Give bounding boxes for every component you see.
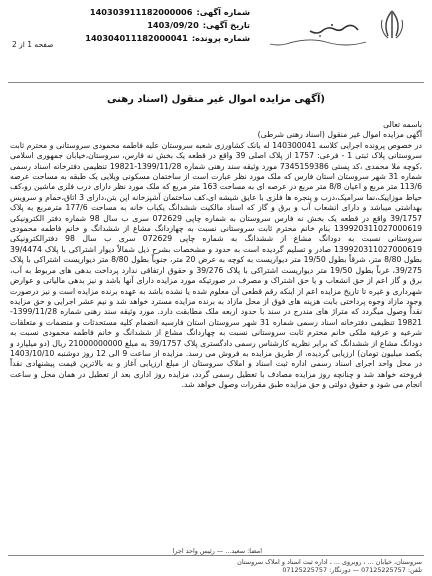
notice-title: (آگهی مزایده اموال غیر منقول (اسناد رهنی — [107, 94, 325, 105]
notice-date-row — [10, 19, 250, 32]
meta-label: شماره پرونده: — [191, 33, 250, 43]
notice-date: 1403/09/20 — [147, 20, 199, 30]
footer-phone: تلفن: 07125225757 — دورنگار: 07125225757 — [282, 566, 422, 574]
notice-body — [10, 120, 422, 391]
signature: امضا: سعید... — رئیس واحد اجرا — [172, 547, 262, 555]
notice-paragraph: در خصوص پرونده اجرایی کلاسه 140300041 له بانک کشاورزی شعبه سروستان علیه فاطمه محمودی سروستانی و محترم ثابت سروستانی پلاک ثبتی 1 - فرعی: 1757 از پلاک اصلی 39 واقع در قطعه یک بخش نه فارس، سروستان،خیابان جمهوری اسلامی ،کوچه ملا محمدی ،کد پستی 7345159386 مورد وثیقه سند رهنی شماره 1399/11/28-19821 تنظیمی دفترخانه اسناد رسمی شماره 31 شهر سروستان استان فارس که ملک مورد نظر عبارت است از ساختمان مسکونی ویلایی یک طبقه به مساحت عرصه 113/6 متر مربع و اعیان 8/8 متر مربع در عرصه ای به مساحت 163 متر مربع که ملک مورد نظر دارای درب فلزی ماشین رو،کف حیاط موزاییک،نما سرامیک،درب و پنجره ها فلزی با عایق شیشه ای،کف ساختمان آشپزخانه اپن بتن،دارای 3 اتاق،حمام و سرویس بهداشتی میباشد و دارای انشعاب آب و برق و گاز که اسناد مالکیت ششدانگ یکباب خانه به مساحت 177/6 مترمربع به پلاک 39/1757 واقع در قطعه یک بخش نه فارس سروستان به شماره چاپی 072629 سری ب سال 98 شماره دفتر الکترونیکی 139920311027000619 بنام خانم محترم ثابت سروستانی نسبت به چهاردانگ مشاع از ششدانگ و خانم فاطمه محمودی سروستانی نسبت به دودانگ مشاع از ششدانگ به شماره چاپی 072629 سری ب سال 98 دفترالکترونیکی 139920311027000619 صادر و تسلیم گردیده است به حدود و مشخصات بشرح ذیل شمالاً دیوار اشتراکی با پلاک 39/4474 بطول 8/80 متر، شرقاً بطول 19/50 متر دیواریست به کوچه به عرض 20 متر، جنوباً بطول 8/80 متر دیواریست اشتراکی با پلاک 39/275، غرباً بطول 19/50 متر دیواریست اشتراکی با پلاک 39/276 و حقوق ارتفاقی ندارد پرداخت بدهی های مربوط به آب، برق و گاز اعم از حق انشعاب و یا حق اشتراک و مصرف در صورتیکه مورد مزایده دارای آنها باشد و نیز بدهی مالیاتی و عوارض شهرداری و غیره تا تاریخ مزایده اعم از اینکه رقم قطعی آن معلوم شده یا نشده باشد به عهده برنده مزایده است و نیز درصورت وجود مازاد وجوه پرداختی بابت هزینه های فوق از محل مازاد به برنده مزایده مسترد خواهد شد و نیم عشر اجرایی و حق مزایده نقداً وصول میگردد که متراژ های مندرج در سند با حدود اربعه ملک مطابقت دارد. مورد وثیقه سند رهنی شماره 1399/11/28-19821 تنظیمی دفترخانه اسناد رسمی شماره 31 شهر سروستان استان فارسیه انضمام کلیه مستحدثات و منضمات و متعلقات شرعیه و عرفیه ملکی خانم محترم ثابت سروستانی نسبت به چهاردانگ مشاع از ششدانگ و خانم فاطمه محمودی نسبت به دودانگ مشاع از ششدانگ که برابر نظریه کارشناس رسمی دادگستری پلاک 39/1757 به مبلغ 21000000000 ریال (دو میلیارد و یکصد میلیون تومان) ارزیابی گردیده، از طریق مزایده به فروش می رسد. مزایده از ساعت 9 الی 12 روز دوشنبه 1403/10/10 در محل واحد اجرای اسناد رسمی اداره ثبت اسناد و املاک سروستان از مبلغ ارزیابی آغاز و به بالاترین قیمت پیشنهادی نقداً فروخته خواهد شد و چنانچه روز مزایده مصادف با تعطیل رسمی گردد، مزایده روز اداری بعد از تعطیل در همان محل و ساعت انجام می شود و حقوق دولتی و حق مزایده طبق مقررات وصول خواهد شد. — [10, 140, 423, 390]
iran-emblem-icon — [372, 8, 412, 42]
footer-divider — [8, 555, 424, 556]
footer-address: سروستان، خیابان ... ، روبروی ... ، اداره ثبت اسناد و املاک سروستان — [237, 558, 422, 566]
organization-wordmark — [262, 20, 372, 50]
case-number: 140304011182000041 — [85, 33, 188, 43]
notice-heading: آگهی مزایده اموال غیر منقول (اسناد رهنی شرطی) — [257, 130, 422, 140]
notice-number: 140303911182000006 — [89, 7, 193, 17]
salutation: باسمه تعالی — [383, 120, 422, 129]
notice-number-row — [10, 6, 250, 19]
meta-label: شماره آگهی: — [196, 7, 250, 17]
meta-label: تاریخ آگهی: — [202, 20, 250, 30]
page-number: صفحه 1 از 2 — [12, 40, 54, 49]
header-divider — [8, 82, 424, 83]
